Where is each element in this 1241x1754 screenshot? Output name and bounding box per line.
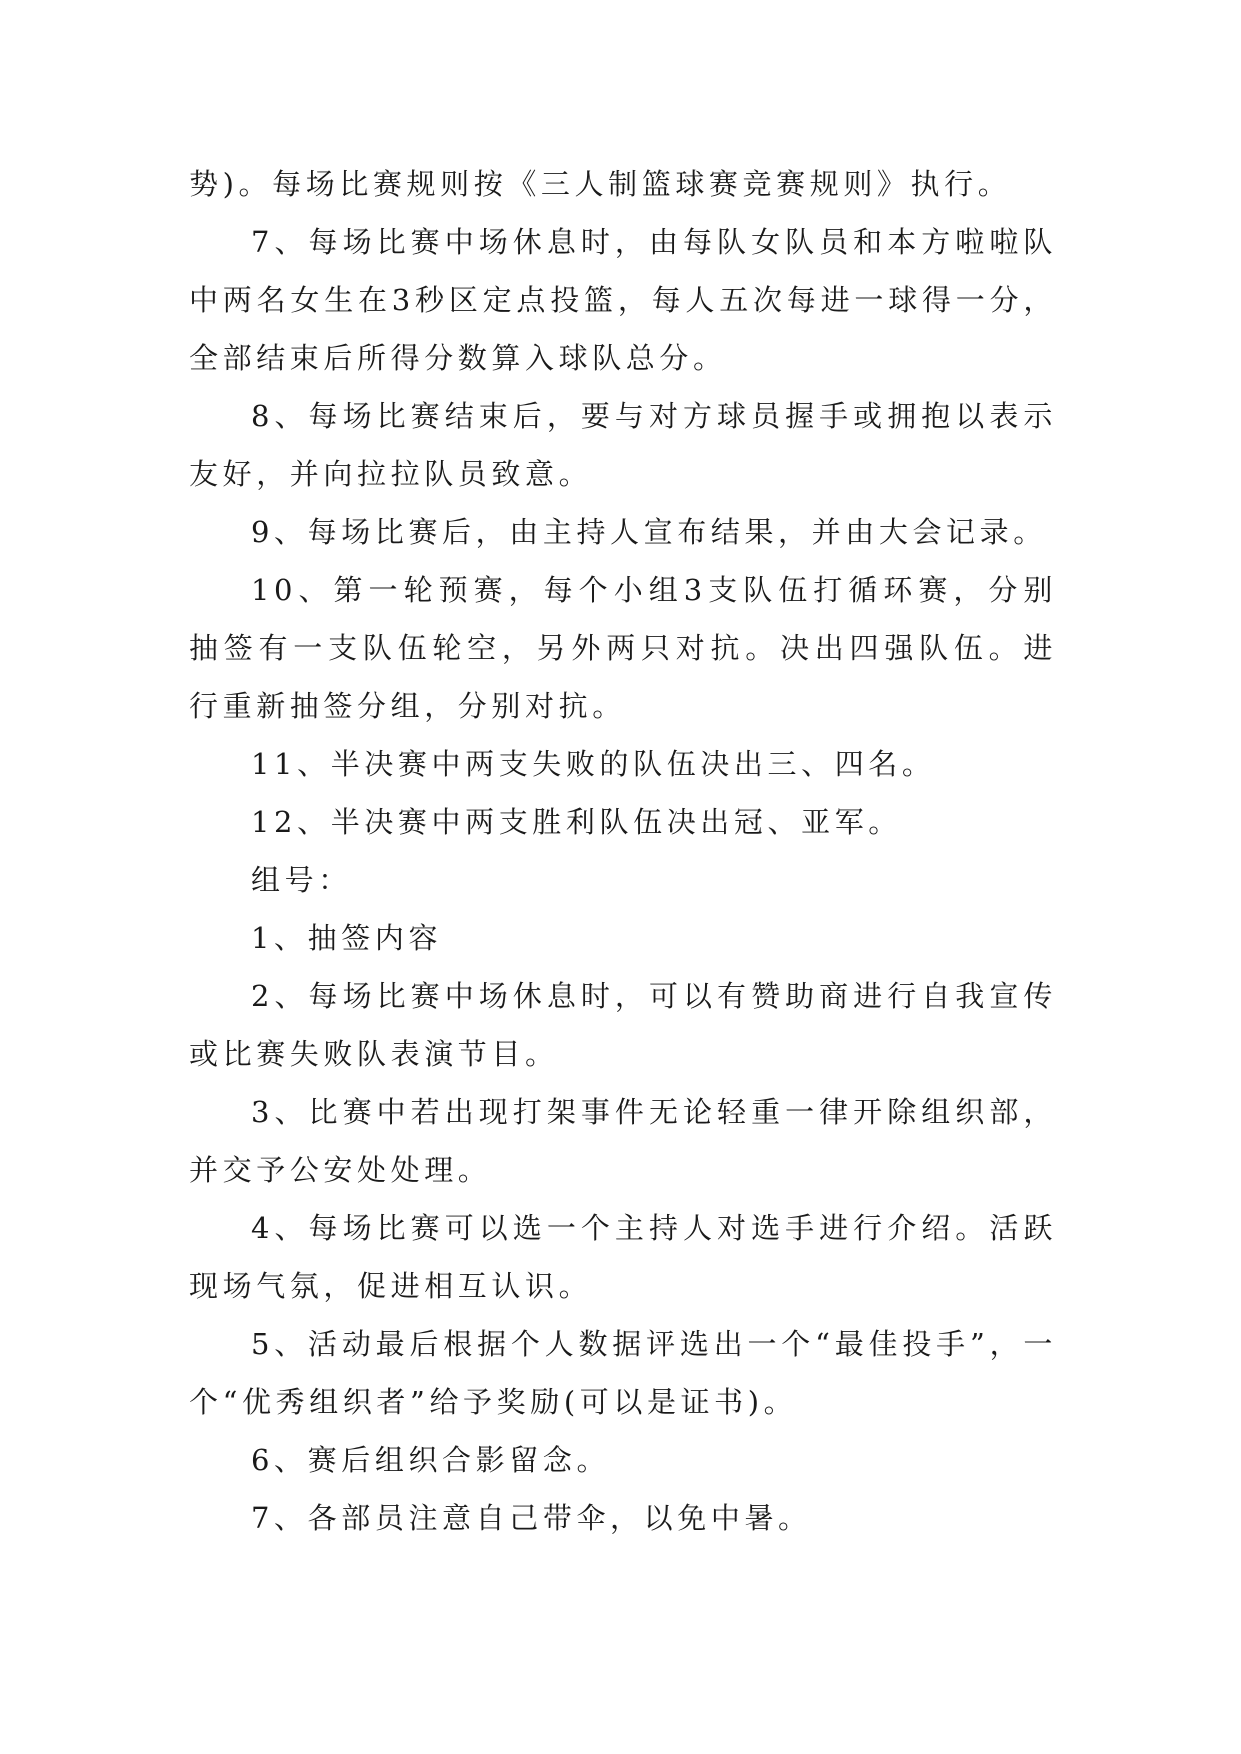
paragraph-rule-10: 10、第一轮预赛，每个小组3支队伍打循环赛，分别抽签有一支队伍轮空，另外两只对抗。决出四强队伍。进行重新抽签分组，分别对抗。 <box>189 573 1057 723</box>
paragraph-item-7: 7、各部员注意自己带伞，以免中暑。 <box>251 1501 812 1535</box>
paragraph-item-4: 4、每场比赛可以选一个主持人对选手进行介绍。活跃现场气氛，促进相互认识。 <box>189 1211 1057 1303</box>
paragraph-rule-9: 9、每场比赛后，由主持人宣布结果，并由大会记录。 <box>251 515 1047 549</box>
document-body <box>189 155 1057 1547</box>
paragraph-item-3: 3、比赛中若出现打架事件无论轻重一律开除组织部，并交予公安处处理。 <box>189 1095 1057 1187</box>
paragraph-item-2: 2、每场比赛中场休息时，可以有赞助商进行自我宣传或比赛失败队表演节目。 <box>189 979 1057 1071</box>
paragraph-continuation: 势)。每场比赛规则按《三人制篮球赛竞赛规则》执行。 <box>189 167 1012 201</box>
paragraph-item-1: 1、抽签内容 <box>251 921 443 955</box>
paragraph-rule-7: 7、每场比赛中场休息时，由每队女队员和本方啦啦队中两名女生在3秒区定点投篮，每人五次每进一球得一分，全部结束后所得分数算入球队总分。 <box>189 225 1057 375</box>
paragraph-rule-11: 11、半决赛中两支失败的队伍决出三、四名。 <box>251 747 936 781</box>
paragraph-rule-12: 12、半决赛中两支胜利队伍决出冠、亚军。 <box>251 805 902 839</box>
section-heading-group: 组号： <box>251 863 352 897</box>
paragraph-item-5: 5、活动最后根据个人数据评选出一个“最佳投手”，一个“优秀组织者”给予奖励(可以是证书)。 <box>189 1327 1057 1419</box>
paragraph-rule-8: 8、每场比赛结束后，要与对方球员握手或拥抱以表示友好，并向拉拉队员致意。 <box>189 399 1057 491</box>
paragraph-item-6: 6、赛后组织合影留念。 <box>251 1443 611 1477</box>
